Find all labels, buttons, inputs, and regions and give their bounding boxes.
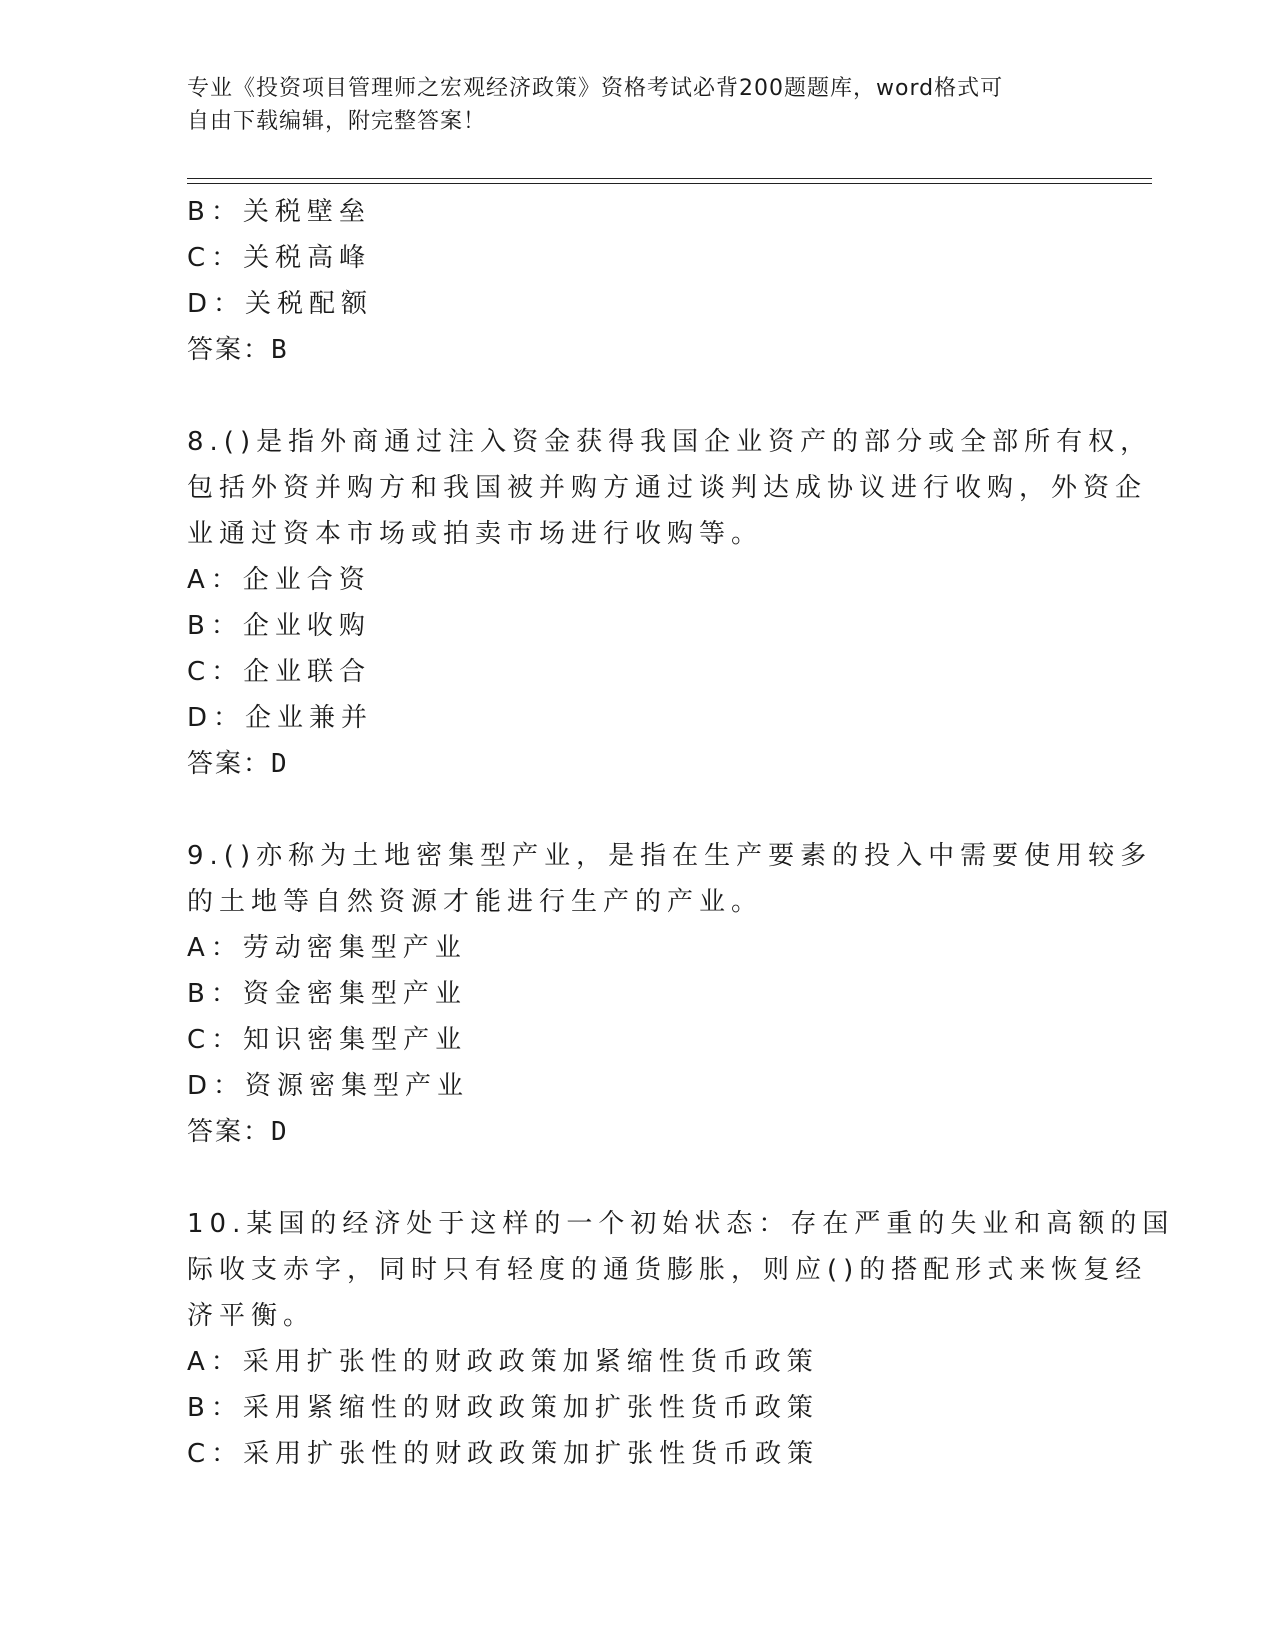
option-d: D：关税配额 (187, 289, 374, 319)
question-spacer (187, 787, 1087, 833)
answer-line (187, 327, 1087, 373)
header-line-2: 自由下载编辑，附完整答案！ (187, 109, 487, 134)
option-a: A：企业合资 (187, 565, 371, 595)
option-b: B：资金密集型产业 (187, 979, 467, 1009)
option-d: D：企业兼并 (187, 703, 374, 733)
answer-label: 答案： (187, 1117, 272, 1147)
question-stem-line: 9.()亦称为土地密集型产业，是指在生产要素的投入中需要使用较多 (187, 841, 1153, 871)
option-b: B：企业收购 (187, 611, 371, 641)
header-line-1: 专业《投资项目管理师之宏观经济政策》资格考试必背200题题库，word格式可 (187, 76, 1004, 101)
option-c: C：采用扩张性的财政政策加扩张性货币政策 (187, 1439, 820, 1469)
option-d: D：资源密集型产业 (187, 1071, 470, 1101)
question-stem-line: 业通过资本市场或拍卖市场进行收购等。 (187, 519, 764, 549)
document-header (187, 72, 1087, 138)
option-a: A：劳动密集型产业 (187, 933, 467, 963)
answer-value: D (271, 749, 287, 779)
question-stem-line: 包括外资并购方和我国被并购方通过谈判达成协议进行收购，外资企 (187, 473, 1148, 503)
option-c: C：关税高峰 (187, 243, 372, 273)
header-rule-bottom (187, 183, 1152, 184)
question-stem-line: 10.某国的经济处于这样的一个初始状态：存在严重的失业和高额的国 (187, 1209, 1175, 1239)
answer-line (187, 741, 1087, 787)
option-b: B：关税壁垒 (187, 197, 371, 227)
question-10 (187, 1201, 1175, 1477)
question-spacer (187, 1155, 1087, 1201)
question-stem-line: 8.()是指外商通过注入资金获得我国企业资产的部分或全部所有权， (187, 427, 1153, 457)
question-stem-line: 的土地等自然资源才能进行生产的产业。 (187, 887, 764, 917)
question-9 (187, 833, 1153, 1155)
option-c: C：知识密集型产业 (187, 1025, 468, 1055)
question-7-tail (187, 189, 1087, 373)
question-stem-line: 济平衡。 (187, 1301, 316, 1331)
header-rule-top (187, 178, 1152, 179)
answer-value: B (271, 335, 287, 365)
answer-label: 答案： (187, 749, 272, 779)
option-a: A：采用扩张性的财政政策加紧缩性货币政策 (187, 1347, 819, 1377)
answer-line (187, 1109, 1087, 1155)
option-b: B：采用紧缩性的财政政策加扩张性货币政策 (187, 1393, 819, 1423)
option-c: C：企业联合 (187, 657, 372, 687)
question-spacer (187, 373, 1087, 419)
question-stem-line: 际收支赤字，同时只有轻度的通货膨胀，则应()的搭配形式来恢复经 (187, 1255, 1148, 1285)
answer-value: D (271, 1117, 287, 1147)
answer-label: 答案： (187, 335, 272, 365)
document-body (187, 189, 1175, 1477)
question-8 (187, 419, 1153, 787)
